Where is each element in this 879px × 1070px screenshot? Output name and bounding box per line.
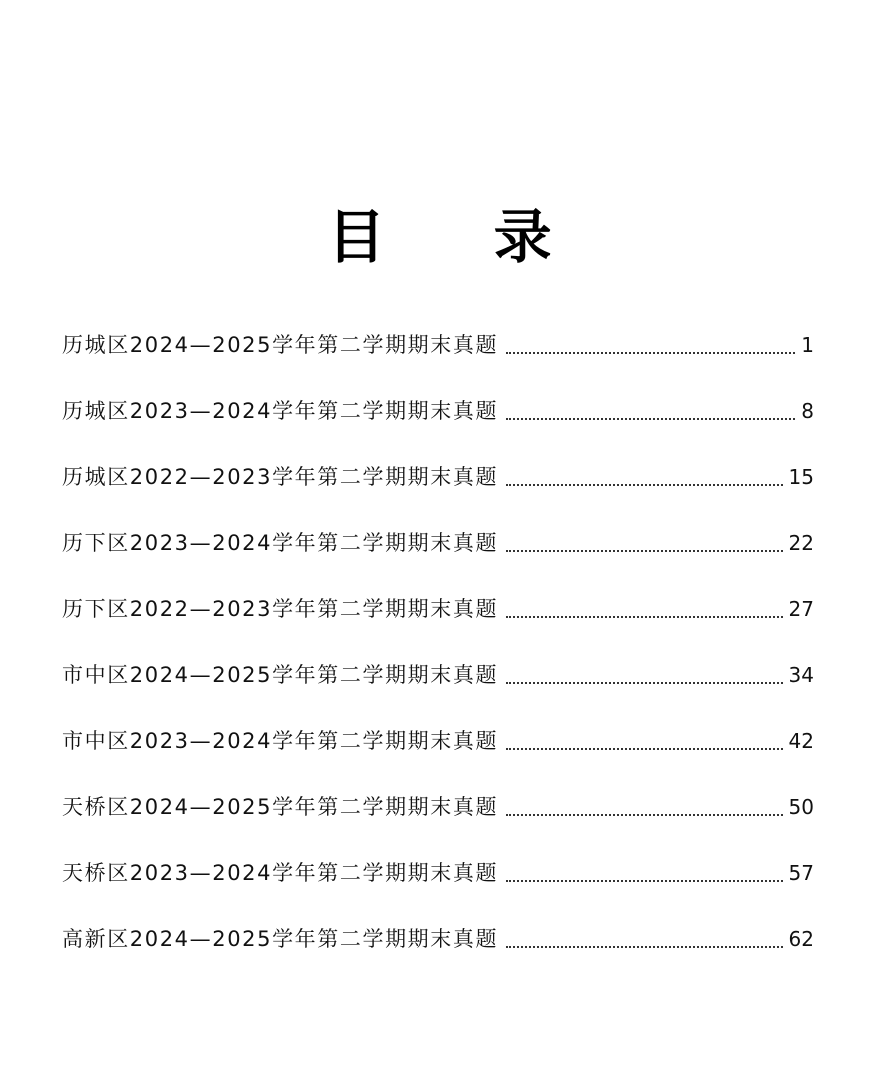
- dot-leader: [506, 550, 782, 552]
- toc-page-number: 50: [788, 795, 814, 819]
- dot-leader: [506, 616, 782, 618]
- toc-page-number: 8: [801, 399, 814, 423]
- toc-page-number: 1: [801, 333, 814, 357]
- toc-entry[interactable]: [62, 307, 814, 373]
- toc-entry[interactable]: [62, 439, 814, 505]
- toc-entry-title: 历城区2022—2023学年第二学期期末真题: [62, 465, 499, 489]
- table-of-contents: [62, 307, 814, 967]
- toc-entry-title: 高新区2024—2025学年第二学期期末真题: [62, 927, 499, 951]
- dot-leader: [506, 748, 782, 750]
- toc-entry-title: 天桥区2024—2025学年第二学期期末真题: [62, 795, 499, 819]
- dot-leader: [506, 484, 782, 486]
- toc-entry-title: 历下区2023—2024学年第二学期期末真题: [62, 531, 499, 555]
- toc-entry[interactable]: [62, 901, 814, 967]
- dot-leader: [506, 418, 795, 420]
- toc-page-number: 57: [788, 861, 814, 885]
- toc-entry[interactable]: [62, 703, 814, 769]
- dot-leader: [506, 880, 782, 882]
- dot-leader: [506, 682, 782, 684]
- page-title: 目 录: [327, 202, 596, 271]
- toc-entry-title: 市中区2024—2025学年第二学期期末真题: [62, 663, 499, 687]
- toc-entry-title: 历城区2023—2024学年第二学期期末真题: [62, 399, 499, 423]
- toc-page-number: 34: [788, 663, 814, 687]
- toc-entry[interactable]: [62, 835, 814, 901]
- toc-entry[interactable]: [62, 571, 814, 637]
- toc-entry[interactable]: [62, 637, 814, 703]
- dot-leader: [506, 946, 782, 948]
- toc-page-number: 27: [788, 597, 814, 621]
- toc-page-number: 22: [788, 531, 814, 555]
- toc-page-number: 15: [788, 465, 814, 489]
- toc-page-number: 62: [788, 927, 814, 951]
- toc-entry[interactable]: [62, 769, 814, 835]
- toc-entry[interactable]: [62, 373, 814, 439]
- toc-entry[interactable]: [62, 505, 814, 571]
- toc-entry-title: 天桥区2023—2024学年第二学期期末真题: [62, 861, 499, 885]
- toc-page-number: 42: [788, 729, 814, 753]
- dot-leader: [506, 814, 782, 816]
- dot-leader: [506, 352, 795, 354]
- toc-entry-title: 历城区2024—2025学年第二学期期末真题: [62, 333, 499, 357]
- toc-entry-title: 市中区2023—2024学年第二学期期末真题: [62, 729, 499, 753]
- toc-entry-title: 历下区2022—2023学年第二学期期末真题: [62, 597, 499, 621]
